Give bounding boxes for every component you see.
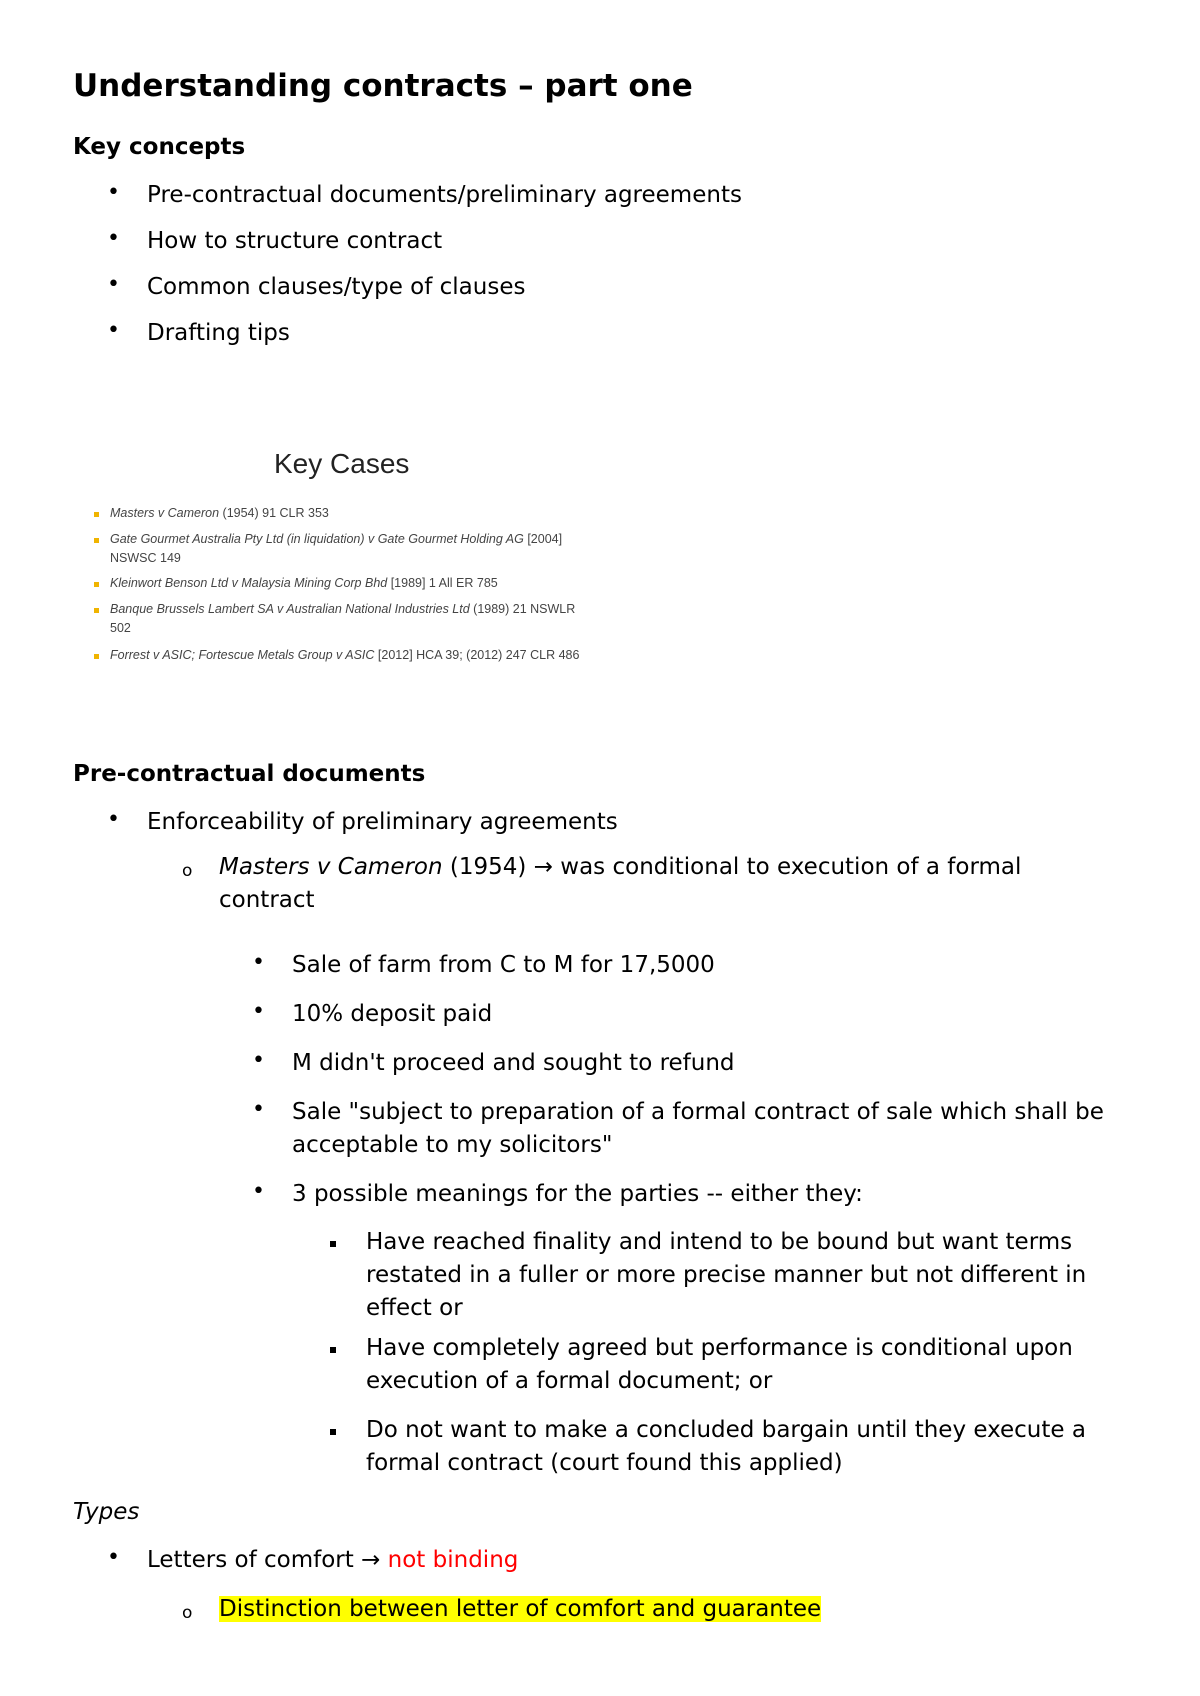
fact-item: M didn't proceed and sought to refund: [292, 1050, 735, 1076]
square-bullet-icon: [330, 1347, 336, 1353]
bullet-icon: •: [252, 1048, 265, 1073]
masters-case-item: Masters v Cameron (1954) → was conditional to execution of a formal contract: [219, 854, 1022, 913]
bullet-icon: •: [107, 1545, 120, 1570]
page-title: Understanding contracts – part one: [73, 68, 693, 104]
meaning-item: Have completely agreed but performance is conditional upon execution of a formal document; or: [366, 1335, 1073, 1394]
types-heading: Types: [73, 1499, 140, 1525]
key-cases-slide-image: [88, 448, 608, 700]
bullet-icon: •: [107, 226, 120, 251]
square-bullet-icon: [94, 512, 99, 517]
key-concept-item: Drafting tips: [147, 320, 290, 346]
circle-bullet-icon: o: [182, 1603, 193, 1623]
key-concepts-heading: Key concepts: [73, 134, 246, 160]
case-item: Gate Gourmet Australia Pty Ltd (in liquidation) v Gate Gourmet Holding AG [2004] NSWSC 149: [110, 532, 563, 565]
key-concept-item: Common clauses/type of clauses: [147, 274, 526, 300]
key-concept-item: Pre-contractual documents/preliminary agreements: [147, 182, 742, 208]
fact-item: 3 possible meanings for the parties -- either they:: [292, 1181, 863, 1207]
case-item: Kleinwort Benson Ltd v Malaysia Mining Corp Bhd [1989] 1 All ER 785: [110, 576, 498, 590]
bullet-icon: •: [252, 1097, 265, 1122]
square-bullet-icon: [94, 538, 99, 543]
fact-item: Sale of farm from C to M for 17,5000: [292, 952, 715, 978]
case-item: Forrest v ASIC; Fortescue Metals Group v ASIC [2012] HCA 39; (2012) 247 CLR 486: [110, 648, 580, 662]
bullet-icon: •: [252, 950, 265, 975]
square-bullet-icon: [330, 1429, 336, 1435]
case-item: Banque Brussels Lambert SA v Australian National Industries Ltd (1989) 21 NSWLR 502: [110, 602, 576, 635]
fact-item: Sale "subject to preparation of a formal contract of sale which shall be acceptable to my solicitors": [292, 1099, 1104, 1158]
key-cases-title: Key Cases: [274, 448, 410, 479]
square-bullet-icon: [94, 582, 99, 587]
pre-contractual-heading: Pre-contractual documents: [73, 761, 426, 787]
distinction-item: Distinction between letter of comfort and guarantee: [219, 1596, 822, 1622]
square-bullet-icon: [330, 1241, 336, 1247]
fact-item: 10% deposit paid: [292, 1001, 493, 1027]
bullet-icon: •: [107, 180, 120, 205]
bullet-icon: •: [107, 318, 120, 343]
key-concept-item: How to structure contract: [147, 228, 443, 254]
bullet-icon: •: [252, 999, 265, 1024]
square-bullet-icon: [94, 608, 99, 613]
meaning-item: Do not want to make a concluded bargain until they execute a formal contract (court found this applied): [366, 1417, 1086, 1476]
bullet-icon: •: [107, 272, 120, 297]
square-bullet-icon: [94, 654, 99, 659]
enforceability-item: Enforceability of preliminary agreements: [147, 809, 618, 835]
letters-of-comfort-item: Letters of comfort → not binding: [147, 1547, 519, 1573]
circle-bullet-icon: o: [182, 861, 193, 881]
meaning-item: Have reached finality and intend to be bound but want terms restated in a fuller or more precise manner but not different in effect or: [366, 1229, 1087, 1321]
case-item: Masters v Cameron (1954) 91 CLR 353: [110, 506, 329, 520]
bullet-icon: •: [252, 1179, 265, 1204]
bullet-icon: •: [107, 807, 120, 832]
